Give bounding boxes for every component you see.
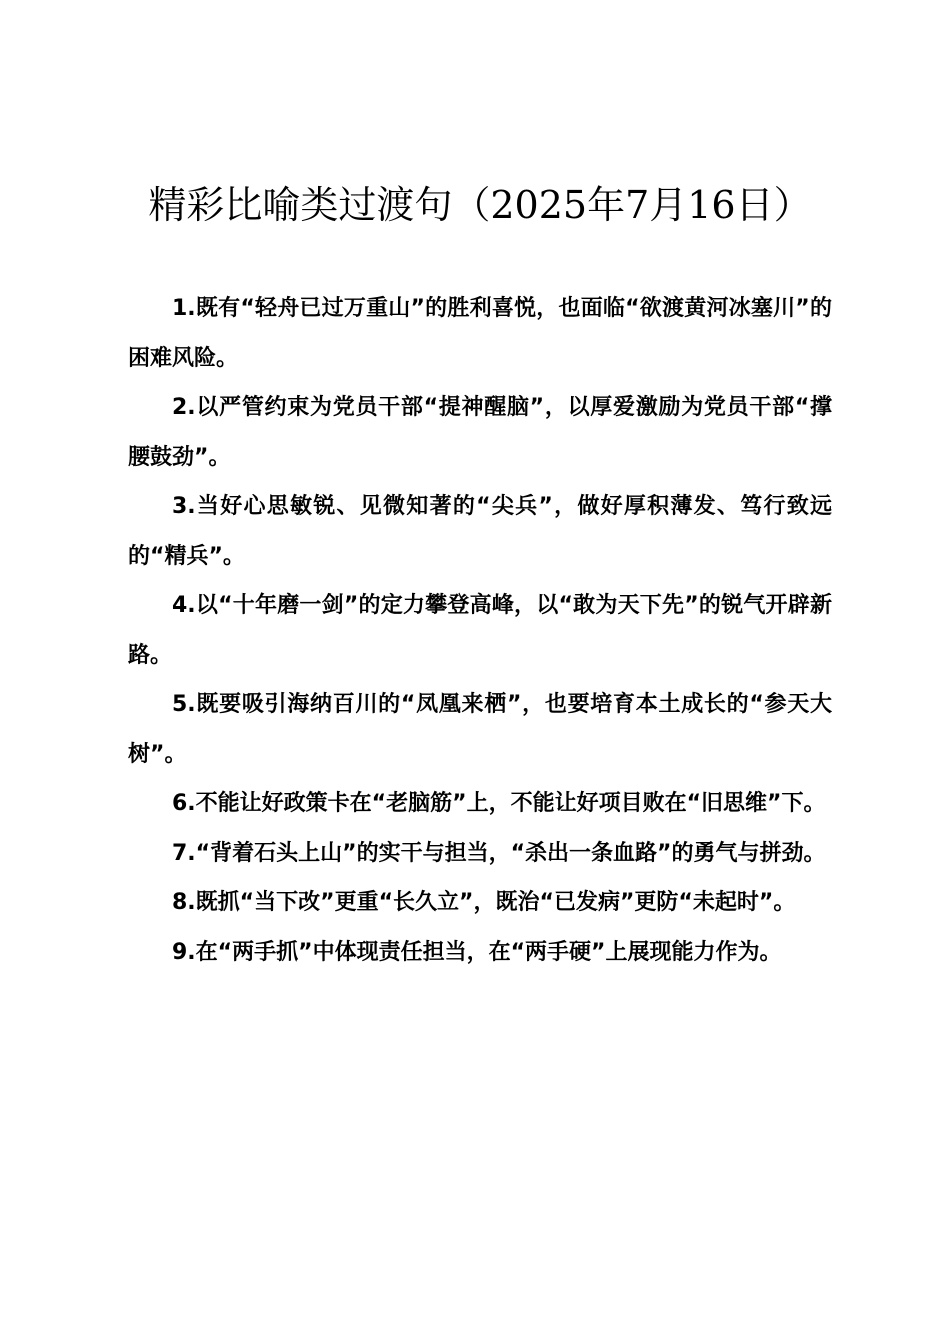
list-item: 8.既抓“当下改”更重“长久立”，既治“已发病”更防“未起时”。 bbox=[172, 890, 796, 915]
document-body bbox=[128, 284, 832, 977]
list-item: 2.以严管约束为党员干部“提神醒脑”，以厚爱激励为党员干部“撑腰鼓劲”。 bbox=[128, 395, 832, 470]
list-item: 3.当好心思敏锐、见微知著的“尖兵”，做好厚积薄发、笃行致远的“精兵”。 bbox=[128, 494, 832, 569]
list-item: 4.以“十年磨一剑”的定力攀登高峰，以“敢为天下先”的锐气开辟新路。 bbox=[128, 593, 832, 668]
list-item: 7.“背着石头上山”的实干与担当，“杀出一条血路”的勇气与拼劲。 bbox=[172, 840, 826, 866]
list-item: 9.在“两手抓”中体现责任担当，在“两手硬”上展现能力作为。 bbox=[172, 939, 782, 965]
list-item: 6.不能让好政策卡在“老脑筋”上，不能让好项目败在“旧思维”下。 bbox=[172, 791, 826, 816]
list-item: 5.既要吸引海纳百川的“凤凰来栖”，也要培育本土成长的“参天大树”。 bbox=[128, 692, 832, 767]
document-title: 精彩比喻类过渡句（2025年7月16日） bbox=[148, 183, 812, 227]
list-item: 1.既有“轻舟已过万重山”的胜利喜悦，也面临“欲渡黄河冰塞川”的困难风险。 bbox=[128, 296, 832, 371]
